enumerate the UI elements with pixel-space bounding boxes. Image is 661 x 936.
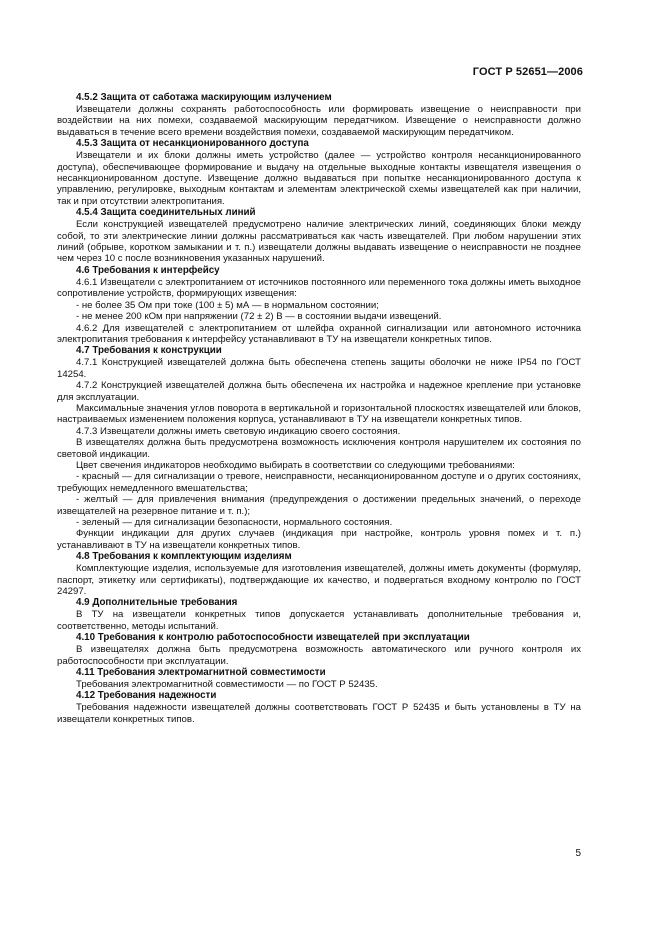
section-heading: 4.6 Требования к интерфейсу (76, 264, 220, 276)
section-heading: 4.7 Требования к конструкции (76, 345, 222, 357)
section-heading: 4.9 Дополнительные требования (76, 597, 238, 609)
paragraph: Извещатели должны сохранять работоспособность или формировать извещение о неисправности при воздействии на них помехи, создаваемой маскирующим передатчиком. Извещение о неисправности должно выдаваться в течение всего времени воздействия помехи, создаваемой маскирующим передатчиком. (57, 104, 581, 138)
document-header-number: ГОСТ Р 52651—2006 (472, 66, 583, 78)
list-item: - зеленый — для сигнализации безопасности, нормального состояния. (76, 517, 393, 528)
paragraph: В извещателях должна быть предусмотрена возможность исключения контроля нарушителем их состояния по световой индикации. (57, 437, 581, 460)
paragraph: Требования надежности извещателей должны соответствовать ГОСТ Р 52435 и быть установлены в ТУ на извещатели конкретных типов. (57, 702, 581, 725)
list-item: - не менее 200 кОм при напряжении (72 ± 2) В — в состоянии выдачи извещений. (76, 311, 442, 323)
paragraph: Требования электромагнитной совместимости — по ГОСТ Р 52435. (76, 679, 378, 691)
paragraph: 4.6.2 Для извещателей с электропитанием от шлейфа охранной сигнализации или автономного источника электропитания требования к интерфейсу устанавливают в ТУ на извещатели конкретных типов. (57, 322, 581, 345)
list-item: - не более 35 Ом при токе (100 ± 5) мА — в нормальном состоянии; (76, 299, 379, 311)
paragraph: 4.7.2 Конструкцией извещателей должна быть обеспечена их настройка и надежное крепление при установке для эксплуатации. (57, 380, 581, 403)
section-heading: 4.10 Требования к контролю работоспособности извещателей при эксплуатации (76, 632, 470, 644)
section-heading: 4.5.3 Защита от несанкционированного доступа (76, 138, 309, 150)
section-heading: 4.5.2 Защита от саботажа маскирующим излучением (76, 92, 332, 103)
paragraph: Комплектующие изделия, используемые для изготовления извещателей, должны иметь документы (формуляр, паспорт, этикетку или сертификаты), подтверждающие их качество, и подвергаться входному контролю по ГОСТ 24297. (57, 563, 581, 598)
paragraph: Если конструкцией извещателей предусмотрено наличие электрических линий, соединяющих блоки между собой, то эти электрические линии должны рассматриваться как часть извещателей. При любом нарушении этих линий (обрыве, коротком замыкании и т. п.) извещатели должны выдавать извещение о неисправности не позднее чем через 10 с после возникновения указанных нарушений. (57, 219, 581, 265)
paragraph: 4.7.1 Конструкцией извещателей должна быть обеспечена степень защиты оболочки не ниже IP54 по ГОСТ 14254. (57, 357, 581, 380)
list-item: - красный — для сигнализации о тревоге, неисправности, несанкционированном доступе и о других состояниях, требующих немедленного вмешательства; (57, 471, 581, 494)
section-heading: 4.5.4 Защита соединительных линий (76, 207, 256, 219)
paragraph: Цвет свечения индикаторов необходимо выбирать в соответствии со следующими требованиями: (76, 459, 515, 471)
paragraph: В ТУ на извещатели конкретных типов допускается устанавливать дополнительные требования и, соответственно, методы испытаний. (57, 609, 581, 632)
document-body (57, 92, 581, 725)
page-number: 5 (575, 848, 581, 859)
paragraph: Функции индикации для других случаев (индикация при настройке, контроль уровня помех и т. п.) устанавливают в ТУ на извещатели конкретных типов. (57, 528, 581, 551)
section-heading: 4.8 Требования к комплектующим изделиям (76, 551, 292, 563)
paragraph: 4.6.1 Извещатели с электропитанием от источников постоянного или переменного тока должны иметь выходное сопротивление устройств, формирующих извещения: (57, 276, 581, 300)
paragraph: 4.7.3 Извещатели должны иметь световую индикацию своего состояния. (76, 425, 401, 437)
paragraph: Извещатели и их блоки должны иметь устройство (далее — устройство контроля несанкционированного доступа), обеспечивающее формирование и выдачу на отдельные выходные контакты извещателя извещения о несанкционированном доступе. Извещение должно выдаваться при попытке несанкционированного доступа к управлению, регулировке, выходным контактам и элементам электрической схемы извещателей как при наличии, так и при отсутствии электропитания. (57, 150, 581, 207)
section-heading: 4.12 Требования надежности (76, 690, 217, 702)
section-heading: 4.11 Требования электромагнитной совместимости (76, 667, 326, 679)
paragraph: В извещателях должна быть предусмотрена возможность автоматического или ручного контроля их работоспособности при эксплуатации. (57, 644, 581, 667)
paragraph: Максимальные значения углов поворота в вертикальной и горизонтальной плоскостях извещателей или блоков, настраиваемых изменением положения корпуса, устанавливают в ТУ на извещатели конкретных типов. (57, 402, 581, 426)
list-item: - желтый — для привлечения внимания (предупреждения о достижении предельных значений, о переходе извещателей на резервное питание и т. п.); (57, 494, 581, 517)
